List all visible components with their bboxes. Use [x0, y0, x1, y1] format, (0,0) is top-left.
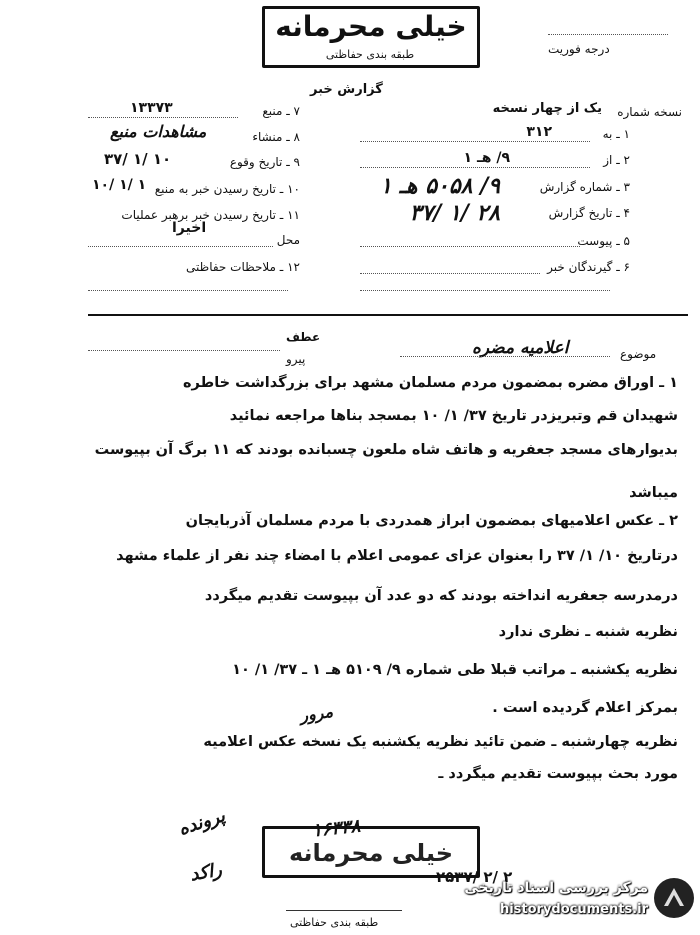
- body-line: بمرکز اعلام گردیده است .: [492, 700, 678, 716]
- security-notes-line: [88, 290, 288, 291]
- classification-caption-bottom: طبقه بندی حفاظتی: [290, 916, 379, 929]
- from-value: ۹/ هـ ۱: [463, 150, 510, 166]
- report-number-value: ۹/ ۵۰۵۸ هـ ۱: [380, 173, 500, 199]
- location-label: محل: [276, 233, 300, 247]
- location-value: اخیرا: [172, 220, 207, 236]
- attachment-label: ۵ ـ پیوست: [577, 234, 630, 248]
- classification-stamp-text: خیلی محرمانه: [275, 10, 467, 43]
- copy-number-label: نسخه شماره: [617, 105, 682, 119]
- handwritten-file-note: پرونده: [175, 805, 228, 840]
- source-value: ۱۳۳۷۳: [130, 100, 173, 116]
- attachment-line: [360, 246, 580, 247]
- source-label: ۷ ـ منبع: [262, 104, 300, 118]
- subject-value: اعلامیه مضره: [472, 338, 569, 358]
- occurrence-date-label: ۹ ـ تاریخ وقوع: [229, 155, 300, 169]
- recipients-line: [360, 273, 540, 274]
- urgency-line: [548, 34, 668, 35]
- location-line: [88, 246, 273, 247]
- handwritten-margin-note: راکد: [188, 859, 224, 886]
- origin-value: مشاهدات منبع: [110, 122, 207, 141]
- source-received-date-value: ۱۰/ ۱/ ۱: [92, 177, 147, 193]
- ref-line: [88, 350, 280, 351]
- report-date-label: ۴ ـ تاریخ گزارش: [548, 206, 630, 220]
- body-line: نظریه یکشنبه ـ مراتب قبلا طی شماره ۹/ ۵۱۰۹ هـ ۱ ـ ۳۷/ ۱/ ۱۰: [232, 662, 678, 678]
- ref-label: عطف: [286, 330, 321, 344]
- report-number-label: ۳ ـ شماره گزارش: [539, 180, 630, 194]
- to-line: [360, 141, 590, 142]
- origin-label: ۸ ـ منشاء: [252, 130, 300, 144]
- body-line: نظریه شنبه ـ نظری ندارد: [498, 624, 678, 640]
- urgency-label: درجه فوریت: [548, 42, 610, 56]
- watermark-url: historydocuments.ir: [499, 902, 648, 917]
- from-line: [360, 167, 590, 168]
- archive-logo-icon: [654, 878, 694, 918]
- ref-sub-label: پیرو: [286, 352, 306, 366]
- body-line: درتاریخ ۱۰/ ۱/ ۳۷ را بعنوان عزای عمومی اعلام با امضاء چند نفر از علماء مشهد: [116, 548, 678, 564]
- subject-label: موضوع: [620, 347, 657, 361]
- body-line: ۱ ـ اوراق مضره بمضمون مردم مسلمان مشهد برای بزرگداشت خاطره: [182, 375, 678, 391]
- body-line: میباشد: [629, 485, 678, 501]
- body-line: بدیوارهای مسجد جعفریه و هاتف شاه ملعون چسبانده بودند که ۱۱ برگ آن بپیوست: [94, 442, 678, 458]
- header-divider: [88, 314, 688, 316]
- recipients-line-2: [360, 290, 610, 291]
- subject-line: [400, 356, 610, 357]
- source-received-date-label: ۱۰ ـ تاریخ رسیدن خبر به منبع: [154, 182, 300, 196]
- footer-caption-line: [286, 910, 402, 911]
- copy-number-value: یک از چهار نسخه: [492, 101, 602, 116]
- handwritten-signature: مرور: [298, 701, 335, 726]
- classification-caption-top: طبقه بندی حفاظتی: [290, 48, 450, 61]
- body-line: نظریه چهارشنبه ـ ضمن تائید نظریه یکشنبه یک نسخه عکس اعلامیه: [203, 734, 678, 750]
- security-notes-label: ۱۲ ـ ملاحظات حفاظتی: [186, 260, 300, 274]
- from-label: ۲ ـ از: [603, 153, 630, 167]
- to-label: ۱ ـ به: [602, 127, 630, 141]
- body-line: مورد بحث بپیوست تقدیم میگردد ـ: [438, 766, 678, 782]
- ops-received-date-label: ۱۱ ـ تاریخ رسیدن خبر برهبر عملیات: [121, 208, 300, 222]
- body-line: شهیدان قم وتبریزدر تاریخ ۳۷/ ۱/ ۱۰ بمسجد بناها مراجعه نمائید: [229, 408, 678, 424]
- watermark-org-name: مرکز بررسی اسناد تاریخی: [464, 880, 648, 896]
- watermark: [440, 868, 696, 930]
- to-value: ۳۱۲: [526, 124, 552, 140]
- source-line: [88, 117, 238, 118]
- body-line: درمدرسه جعفریه انداخته بودند که دو عدد آن بپیوست تقدیم میگردد: [204, 588, 678, 604]
- body-line: ۲ ـ عکس اعلامیهای بمضمون ابراز همدردی با مردم مسلمان آذربایجان: [185, 513, 678, 529]
- report-date-value: ۳۷/ ۱/ ۲۸: [409, 200, 500, 226]
- report-title: گزارش خبر: [310, 82, 383, 97]
- classification-stamp-bottom-text: خیلی محرمانه: [288, 839, 454, 867]
- bottom-stamp-number: ۱۶۳۳۸: [311, 815, 362, 842]
- date-stamp: ۲۵۳۷/ ۲/ ۲: [436, 868, 513, 886]
- recipients-label: ۶ ـ گیرندگان خبر: [547, 260, 630, 274]
- occurrence-date-value: ۳۷/ ۱/ ۱۰: [104, 150, 172, 168]
